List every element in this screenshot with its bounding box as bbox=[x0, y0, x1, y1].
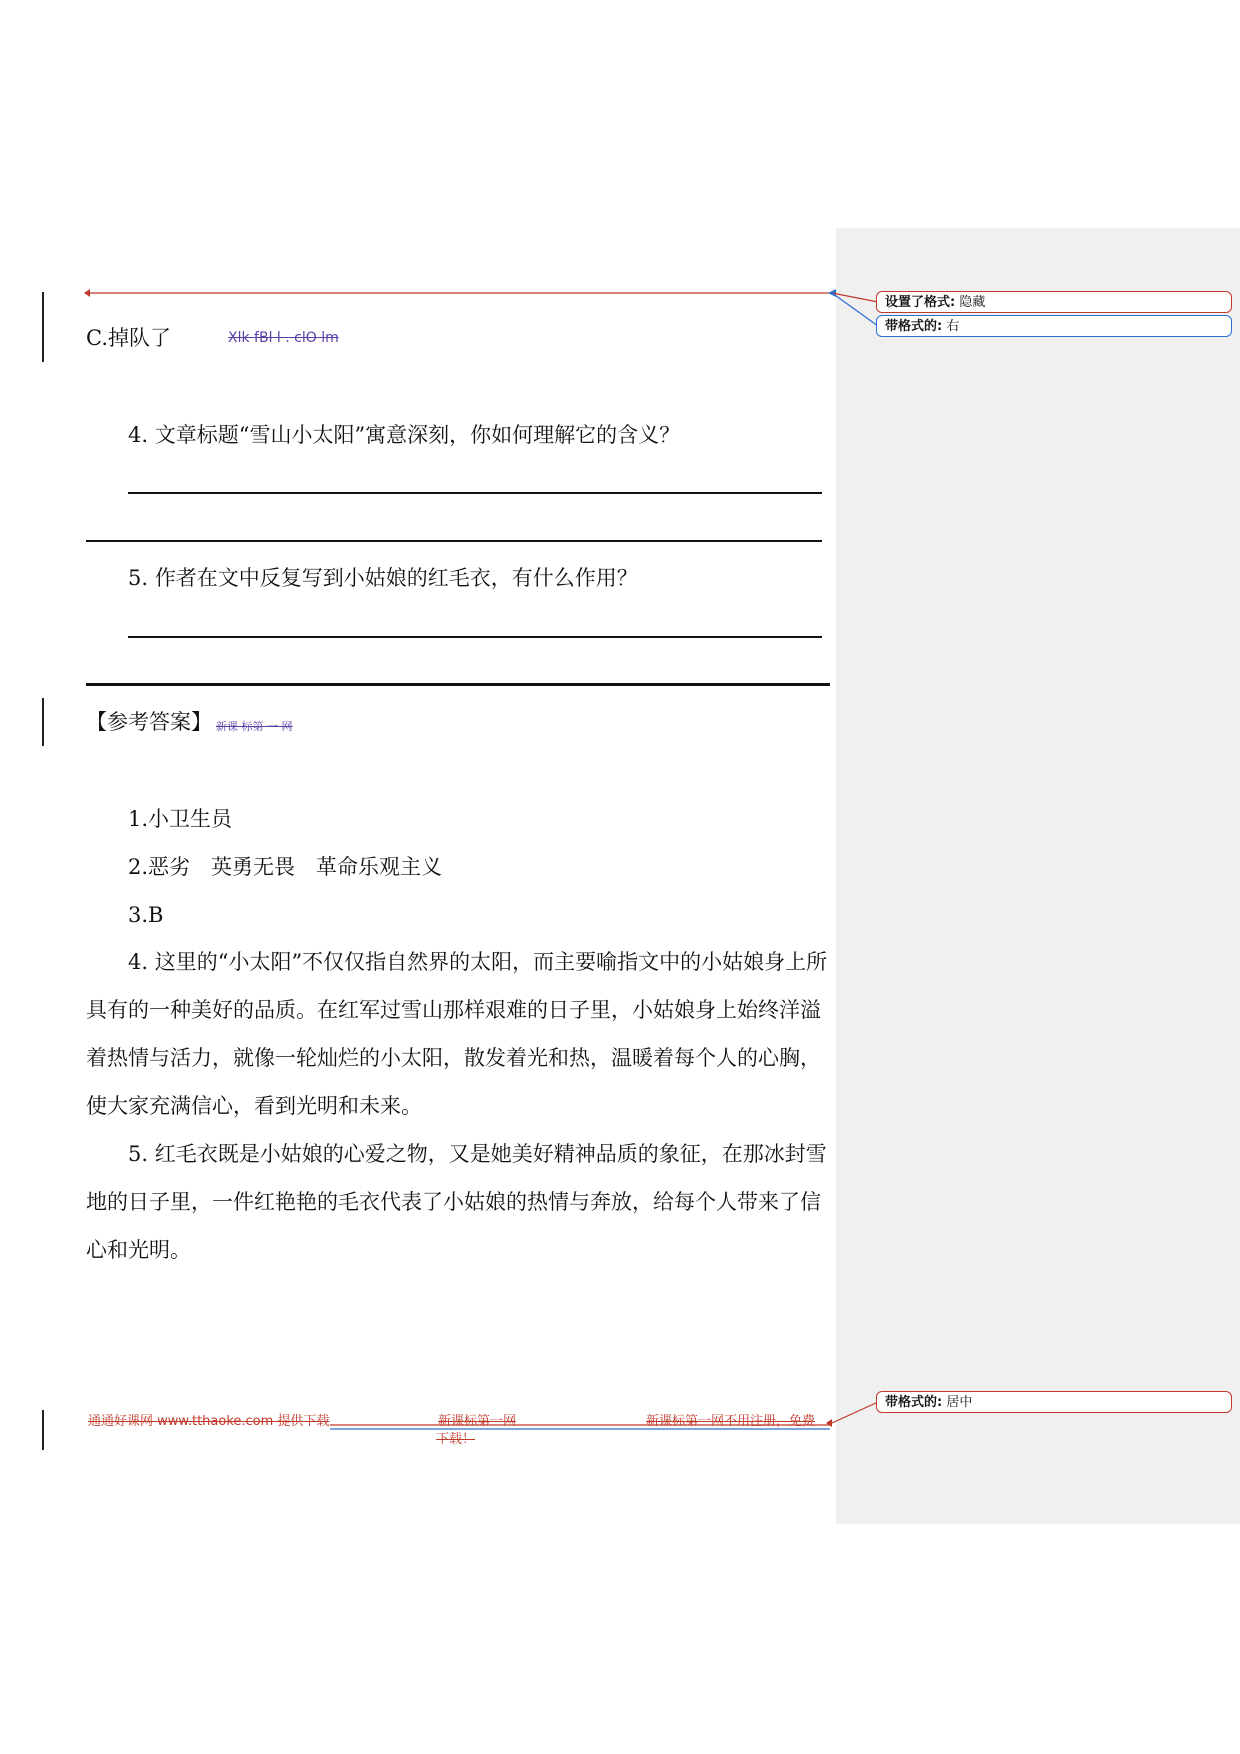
answer-4: 4. 这里的“小太阳”不仅仅指自然界的太阳，而主要喻指文中的小姑娘身上所具有的一种美好的品质。在红军过雪山那样艰难的日子里，小姑娘身上始终洋溢着热情与活力，就像一轮灿烂的小太阳，散发着光和热，温暖着每个人的心胸，使大家充满信心，看到光明和未来。 bbox=[86, 950, 828, 1118]
footer-left: 通通好课网 www.tthaoke.com 提供下载 bbox=[88, 1414, 330, 1429]
change-bar bbox=[42, 1410, 44, 1450]
footer-right: 新课标第一网不用注册，免费 bbox=[646, 1414, 816, 1429]
comment-label: 设置了格式: bbox=[885, 295, 956, 310]
change-bar bbox=[42, 292, 44, 362]
answer-2: 2.恶劣 英勇无畏 革命乐观主义 bbox=[128, 855, 443, 879]
option-c: C.掉队了 bbox=[86, 326, 171, 350]
change-bar bbox=[42, 698, 44, 746]
comment-value: 隐藏 bbox=[959, 295, 986, 310]
answer-3: 3.B bbox=[128, 903, 164, 927]
anchor-marker-red bbox=[84, 289, 90, 297]
comment-format-right[interactable] bbox=[876, 315, 1232, 337]
answer-line bbox=[128, 636, 822, 638]
answer-line bbox=[128, 492, 822, 494]
answer-heading: 【参考答案】 bbox=[86, 710, 212, 734]
comment-format-hidden[interactable] bbox=[876, 291, 1232, 313]
question-5: 5. 作者在文中反复写到小姑娘的红毛衣，有什么作用？ bbox=[128, 566, 638, 590]
footer-middle-2: 下载！ bbox=[436, 1432, 476, 1447]
comment-value: 居中 bbox=[946, 1395, 973, 1410]
comment-value: 右 bbox=[946, 319, 960, 334]
question-4: 4. 文章标题“雪山小太阳”寓意深刻，你如何理解它的含义？ bbox=[128, 423, 681, 447]
comment-label: 带格式的: bbox=[885, 1395, 943, 1410]
answer-5: 5. 红毛衣既是小姑娘的心爱之物，又是她美好精神品质的象征，在那冰封雪地的日子里，一件红艳艳的毛衣代表了小姑娘的热情与奔放，给每个人带来了信心和光明。 bbox=[86, 1142, 827, 1262]
footer-anchor-marker bbox=[826, 1419, 832, 1427]
section-divider bbox=[86, 683, 830, 686]
deleted-heading-text: 新课 标第 一 网 bbox=[216, 720, 293, 733]
answer-line bbox=[86, 540, 822, 542]
comment-format-center[interactable] bbox=[876, 1391, 1232, 1413]
comment3-connector bbox=[832, 1402, 878, 1423]
footer-middle: 新课标第一网 bbox=[438, 1414, 517, 1429]
answer-1: 1.小卫生员 bbox=[128, 807, 233, 831]
deleted-watermark-text: Xlk fBl l . clO lm bbox=[228, 330, 339, 346]
comment-label: 带格式的: bbox=[885, 319, 943, 334]
